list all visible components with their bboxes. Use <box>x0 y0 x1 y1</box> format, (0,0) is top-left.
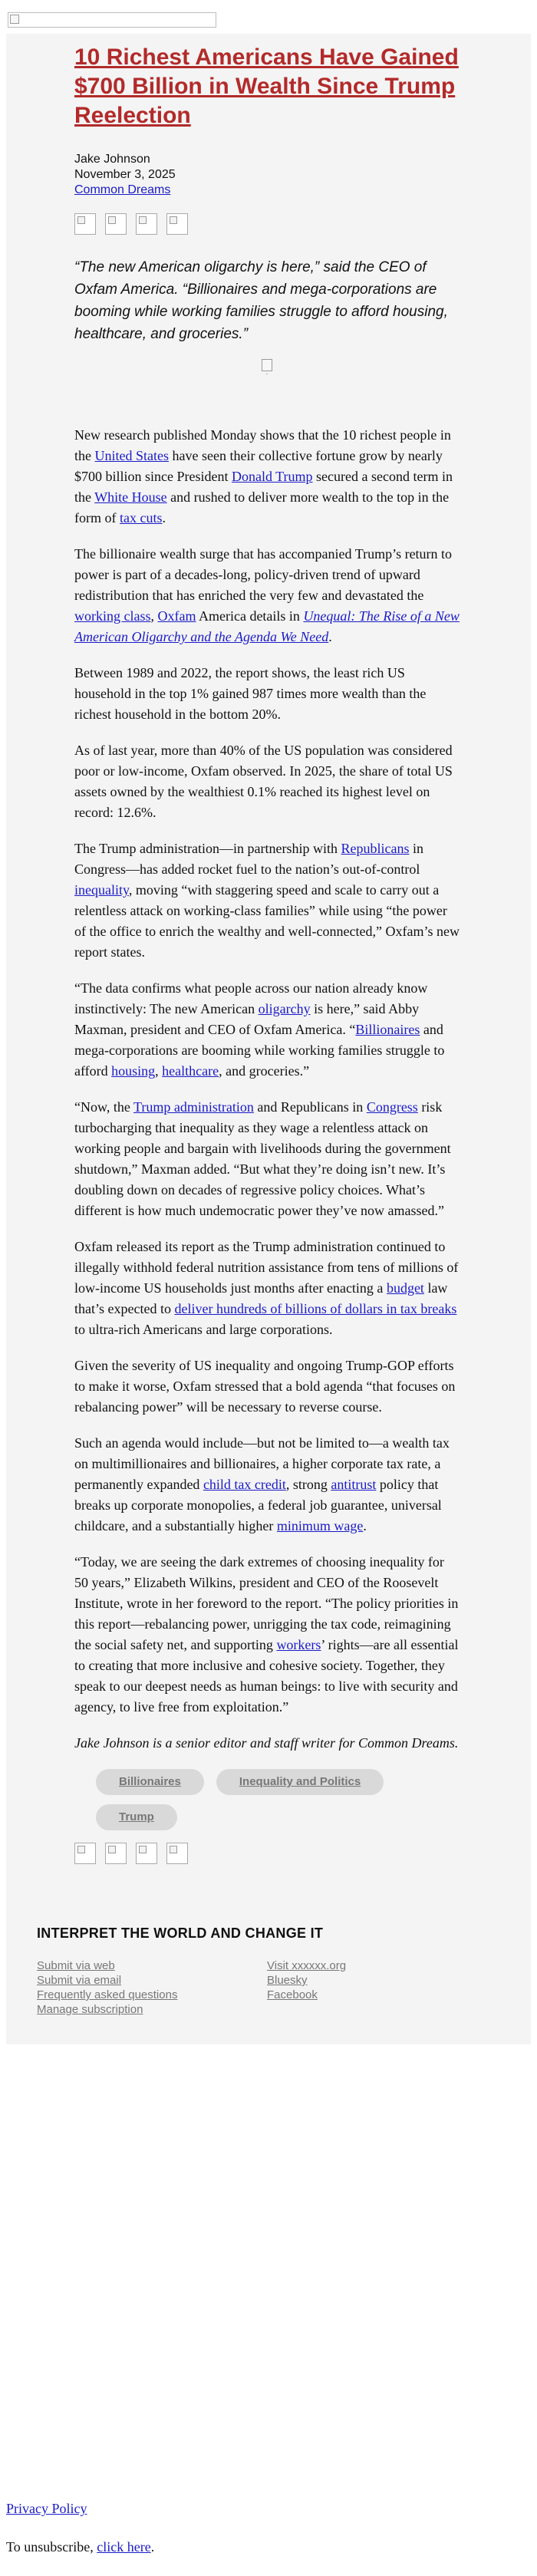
footer-title: INTERPRET THE WORLD AND CHANGE IT <box>37 1925 324 1941</box>
text: ’ rights—are all essential to creating that more inclusive and cohesive society. Together, they speak to our deepest needs as human beings: to live with security and agency, to live free from exploitation.” <box>74 1637 459 1715</box>
text: , moving “with staggering speed and scale to carry out a relentless attack on working-class families” while using “the power of the office to enrich the wealthy and well-connected,” Oxfam’s new report states. <box>74 882 460 960</box>
tag-list <box>96 1769 449 1830</box>
bluesky-link[interactable]: Bluesky <box>267 1974 308 1987</box>
link-oligarchy[interactable]: oligarchy <box>258 1001 311 1016</box>
newsletter-content <box>6 34 531 2044</box>
link-working-class[interactable]: working class <box>74 608 151 624</box>
text: “Today, we are seeing the dark extremes of choosing inequality for 50 years,” Elizabeth Wilkins, president and CEO of the Roosevelt Institute, wrote in her foreword to the report. “The policy priorities in this report—rebalancing power, unrigging the tax code, reimagining the social safety net, and supporting <box>74 1554 459 1652</box>
paragraph-3: Between 1989 and 2022, the report shows, the least rich US household in the top 1% gained 987 times more wealth than the richest household in the bottom 20%. <box>74 665 427 722</box>
text: in Congress—has added rocket fuel to the nation’s out-of-control <box>74 841 423 877</box>
article-lede: “The new American oligarchy is here,” said the CEO of Oxfam America. “Billionaires and mega-corporations are booming while working families struggle to afford housing, healthcare, and groceries.” <box>74 259 448 342</box>
footer-left-column <box>37 1958 267 2017</box>
tag-trump[interactable]: Trump <box>96 1804 177 1830</box>
report-title: Unequal: The Rise of a New American Oligarchy and the Agenda We Need <box>74 608 460 644</box>
source-link[interactable]: Common Dreams <box>74 183 171 196</box>
link-republicans[interactable]: Republicans <box>341 841 410 856</box>
paragraph-5 <box>74 838 460 963</box>
publish-date: November 3, 2025 <box>74 168 176 181</box>
link-white-house[interactable]: White House <box>94 489 167 505</box>
submit-via-email-link[interactable]: Submit via email <box>37 1974 122 1987</box>
hero-image-caption: · <box>265 371 268 379</box>
link-share-icon[interactable] <box>166 1843 188 1864</box>
link-donald-trump[interactable]: Donald Trump <box>231 469 313 484</box>
text: America details in <box>196 608 304 624</box>
share-icons-top <box>74 213 460 235</box>
link-tax-cuts[interactable]: tax cuts <box>119 510 163 525</box>
text: and rushed to deliver more wealth to the top in the form of <box>74 489 450 525</box>
link-housing[interactable]: housing <box>111 1063 156 1079</box>
header-banner-image[interactable] <box>8 12 216 28</box>
email-share-icon[interactable] <box>136 1843 157 1864</box>
link-united-states[interactable]: United States <box>94 448 169 463</box>
text: “Now, the <box>74 1099 133 1115</box>
author-bio: Jake Johnson is a senior editor and staff writer for Common Dreams. <box>74 1735 459 1751</box>
tag-inequality-and-politics[interactable]: Inequality and Politics <box>216 1769 384 1795</box>
text: , <box>150 608 158 624</box>
text: and mega-corporations are booming while working families struggle to afford <box>74 1022 445 1079</box>
privacy-line <box>6 2499 531 2518</box>
link-workers[interactable]: workers <box>276 1637 321 1652</box>
link-minimum-wage[interactable]: minimum wage <box>276 1518 364 1533</box>
manage-subscription-link[interactable]: Manage subscription <box>37 2003 143 2016</box>
paragraph-4: As of last year, more than 40% of the US population was considered poor or low-income, Oxfam observed. In 2025, the share of total US assets owned by the wealthiest 0.1% reached its highest level on record: 12.6%. <box>74 743 453 820</box>
text: To unsubscribe, <box>6 2539 97 2555</box>
text: have seen their collective fortune grow by nearly $700 billion since President <box>74 448 443 484</box>
footer-right-column <box>267 1958 497 2017</box>
text: The Trump administration—in partnership with <box>74 841 341 856</box>
text: is here,” said Abby Maxman, president and CEO of Oxfam America. “ <box>74 1001 420 1037</box>
unsubscribe-line <box>6 2538 531 2556</box>
link-inequality[interactable]: inequality <box>74 882 129 898</box>
link-oxfam[interactable]: Oxfam <box>157 608 196 624</box>
link-billionaires[interactable]: Billionaires <box>355 1022 420 1037</box>
paragraph-1 <box>74 425 460 529</box>
facebook-share-icon[interactable] <box>74 1843 96 1864</box>
tag-billionaires[interactable]: Billionaires <box>96 1769 204 1795</box>
twitter-share-icon[interactable] <box>105 1843 127 1864</box>
paragraph-9: Given the severity of US inequality and ongoing Trump-GOP efforts to make it worse, Oxfam stressed that a bold agenda “that focuses on rebalancing power” will be necessary to reverse course. <box>74 1358 456 1415</box>
text: Such an agenda would include—but not be limited to—a wealth tax on multimillionaires and billionaires, a higher corporate tax rate, a permanently expanded <box>74 1435 450 1492</box>
visit-website-link[interactable]: Visit xxxxxx.org <box>267 1959 347 1972</box>
link-child-tax-credit[interactable]: child tax credit <box>203 1477 286 1492</box>
paragraph-6 <box>74 978 460 1082</box>
text: New research published Monday shows that the 10 richest people in the <box>74 427 451 463</box>
hero-image <box>262 359 272 371</box>
paragraph-8 <box>74 1237 460 1340</box>
faq-link[interactable]: Frequently asked questions <box>37 1988 178 2001</box>
submit-via-web-link[interactable]: Submit via web <box>37 1959 115 1972</box>
text: risk turbocharging that inequality as they wage a relentless attack on working people and bargain with livelihoods during the government shutdown,” Maxman added. “But what they’re doing isn’t new. It’s doubling down on decades of regressive policy choices. What’s different is how much undemocratic power they’ve now amassed.” <box>74 1099 451 1218</box>
text: “The data confirms what people across our nation already know instinctively: The new American <box>74 980 428 1016</box>
share-icons-bottom <box>74 1843 460 1925</box>
link-tax-breaks[interactable]: deliver hundreds of billions of dollars in tax breaks <box>174 1301 457 1316</box>
broken-image-icon <box>10 15 19 24</box>
article-title[interactable]: 10 Richest Americans Have Gained $700 Billion in Wealth Since Trump Reelection <box>74 44 459 128</box>
text: secured a second term in the <box>74 469 453 505</box>
twitter-share-icon[interactable] <box>105 213 127 235</box>
email-share-icon[interactable] <box>136 213 157 235</box>
privacy-policy-link[interactable]: Privacy Policy <box>6 2501 87 2516</box>
text: The billionaire wealth surge that has accompanied Trump’s return to power is part of a decades-long, policy-driven trend of upward redistribution that has enriched the very few and devastated the <box>74 546 453 603</box>
article-meta <box>74 152 460 198</box>
text: , and groceries.” <box>219 1063 310 1079</box>
author-name: Jake Johnson <box>74 153 150 166</box>
text: to ultra-rich Americans and large corporations. <box>74 1322 333 1337</box>
link-trump-administration[interactable]: Trump administration <box>133 1099 254 1115</box>
text: . <box>150 2539 155 2555</box>
text: policy that breaks up corporate monopolies, a federal job guarantee, universal childcare, and a substantially higher <box>74 1477 442 1533</box>
paragraph-11 <box>74 1552 460 1718</box>
paragraph-10 <box>74 1433 460 1537</box>
footer-links <box>37 1958 500 2017</box>
text: , <box>155 1063 163 1079</box>
text: . <box>162 510 166 525</box>
text: . <box>328 629 332 644</box>
link-antitrust[interactable]: antitrust <box>331 1477 377 1492</box>
link-congress[interactable]: Congress <box>366 1099 418 1115</box>
text: and Republicans in <box>253 1099 367 1115</box>
link-budget[interactable]: budget <box>386 1280 424 1296</box>
email-legal-footer <box>6 2499 531 2576</box>
link-share-icon[interactable] <box>166 213 188 235</box>
paragraph-2 <box>74 544 460 647</box>
facebook-link[interactable]: Facebook <box>267 1988 318 2001</box>
paragraph-7 <box>74 1097 460 1221</box>
facebook-share-icon[interactable] <box>74 213 96 235</box>
newsletter-footer <box>6 1925 531 2044</box>
link-healthcare[interactable]: healthcare <box>162 1063 219 1079</box>
text: Oxfam released its report as the Trump administration continued to illegally withhold federal nutrition assistance from tens of millions of low-income US households just months after enacting a <box>74 1239 459 1296</box>
text: , strong <box>285 1477 331 1492</box>
text: . <box>363 1518 367 1533</box>
text: law that’s expected to <box>74 1280 448 1316</box>
unsubscribe-link[interactable]: click here <box>97 2539 151 2555</box>
